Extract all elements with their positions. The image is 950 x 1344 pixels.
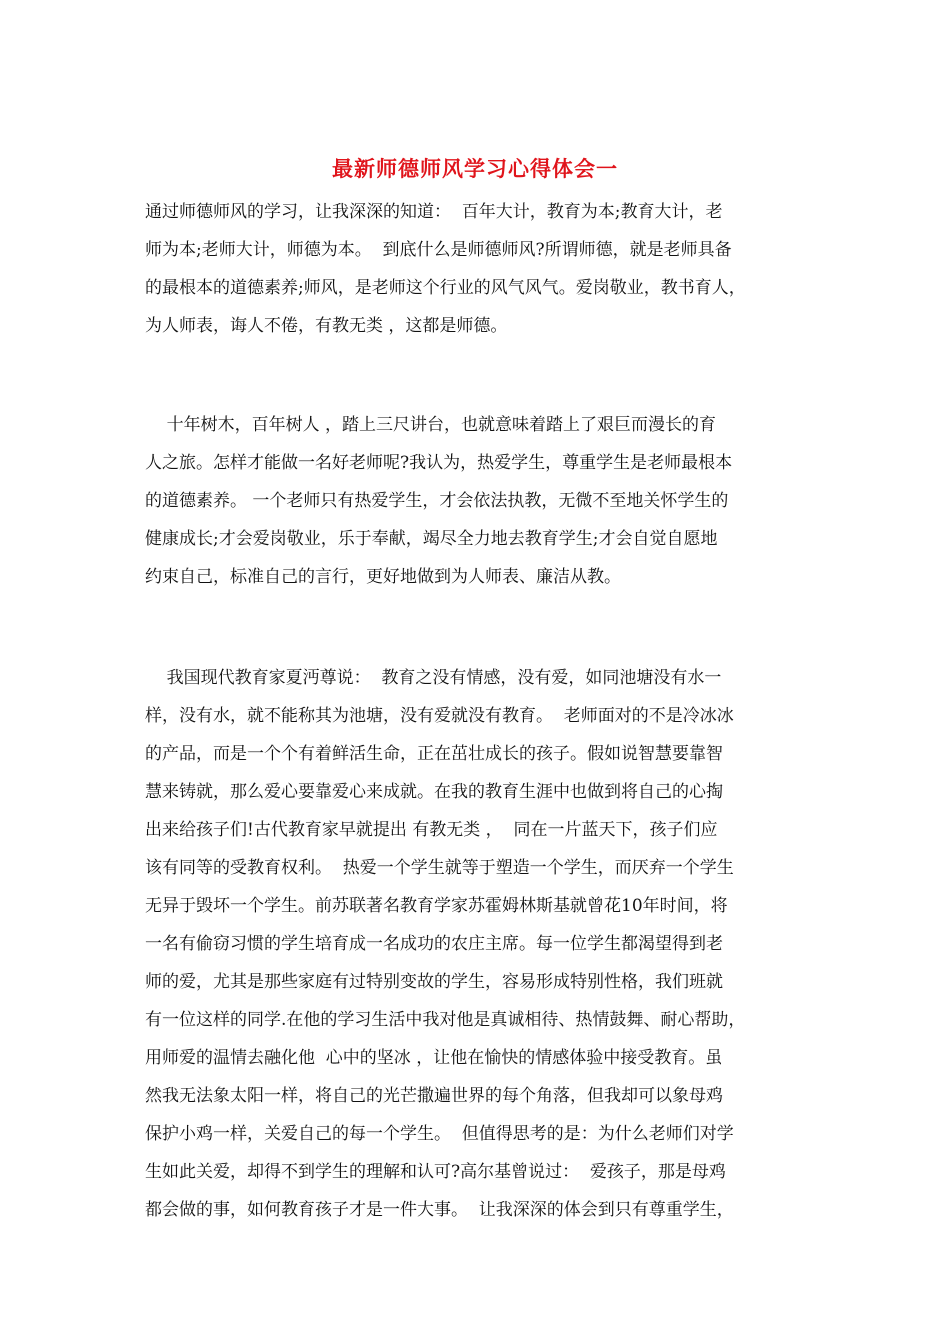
text-line: 慧来铸就，那么爱心要靠爱心来成就。在我的教育生涯中也做到将自己的心掏 — [145, 782, 723, 802]
text-line: 十年树木，百年树人 ，踏上三尺讲台，也就意味着踏上了艰巨而漫长的育 — [145, 415, 717, 435]
text-line: 生如此关爱，却得不到学生的理解和认可?高尔基曾说过： 爱孩子，那是母鸡 — [145, 1162, 726, 1182]
paragraph-2 — [145, 406, 825, 596]
text-line: 约束自己，标准自己的言行，更好地做到为人师表、廉洁从教。 — [145, 567, 621, 587]
text-line: 一名有偷窃习惯的学生培育成一名成功的农庄主席。每一位学生都渴望得到老 — [145, 934, 723, 954]
text-line: 通过师德师风的学习，让我深深的知道： 百年大计，教育为本;教育大计，老 — [145, 202, 723, 222]
text-line: 的道德素养。 一个老师只有热爱学生，才会依法执教，无微不至地关怀学生的 — [145, 491, 729, 511]
text-line: 我国现代教育家夏沔尊说： 教育之没有情感，没有爱，如同池塘没有水一 — [145, 668, 722, 688]
text-line: 出来给孩子们!古代教育家早就提出 有教无类 ， 同在一片蓝天下，孩子们应 — [145, 820, 718, 840]
text-line: 样，没有水，就不能称其为池塘，没有爱就没有教育。 老师面对的不是冷冰冰 — [145, 706, 734, 726]
text-line: 师的爱，尤其是那些家庭有过特别变故的学生，容易形成特别性格，我们班就 — [145, 972, 723, 992]
paragraph-1 — [145, 193, 825, 345]
text-line: 的最根本的道德素养;师风，是老师这个行业的风气风气。爱岗敬业，教书育人， — [145, 278, 746, 298]
document-title: 最新师德师风学习心得体会一 — [332, 157, 618, 181]
text-line: 都会做的事，如何教育孩子才是一件大事。 让我深深的体会到只有尊重学生， — [145, 1200, 734, 1220]
text-line: 保护小鸡一样，关爱自己的每一个学生。 但值得思考的是：为什么老师们对学 — [145, 1124, 734, 1144]
paragraph-3 — [145, 659, 825, 1229]
text-line: 人之旅。怎样才能做一名好老师呢?我认为，热爱学生，尊重学生是老师最根本 — [145, 453, 733, 473]
text-line: 健康成长;才会爱岗敬业，乐于奉献，竭尽全力地去教育学生;才会自觉自愿地 — [145, 529, 718, 549]
text-line: 的产品，而是一个个有着鲜活生命，正在茁壮成长的孩子。假如说智慧要靠智 — [145, 744, 723, 764]
text-line: 然我无法象太阳一样，将自己的光芒撒遍世界的每个角落，但我却可以象母鸡 — [145, 1086, 723, 1106]
text-line: 无异于毁坏一个学生。前苏联著名教育学家苏霍姆林斯基就曾花10年时间，将 — [145, 896, 728, 916]
text-line: 有一位这样的同学.在他的学习生活中我对他是真诚相待、热情鼓舞、耐心帮助， — [145, 1010, 746, 1030]
text-line: 为人师表，诲人不倦，有教无类 ，这都是师德。 — [145, 316, 508, 336]
text-line: 用师爱的温情去融化他 心中的坚冰 ，让他在愉快的情感体验中接受教育。虽 — [145, 1048, 723, 1068]
text-line: 师为本;老师大计，师德为本。 到底什么是师德师风?所谓师德，就是老师具备 — [145, 240, 732, 260]
text-line: 该有同等的受教育权利。 热爱一个学生就等于塑造一个学生，而厌弃一个学生 — [145, 858, 734, 878]
